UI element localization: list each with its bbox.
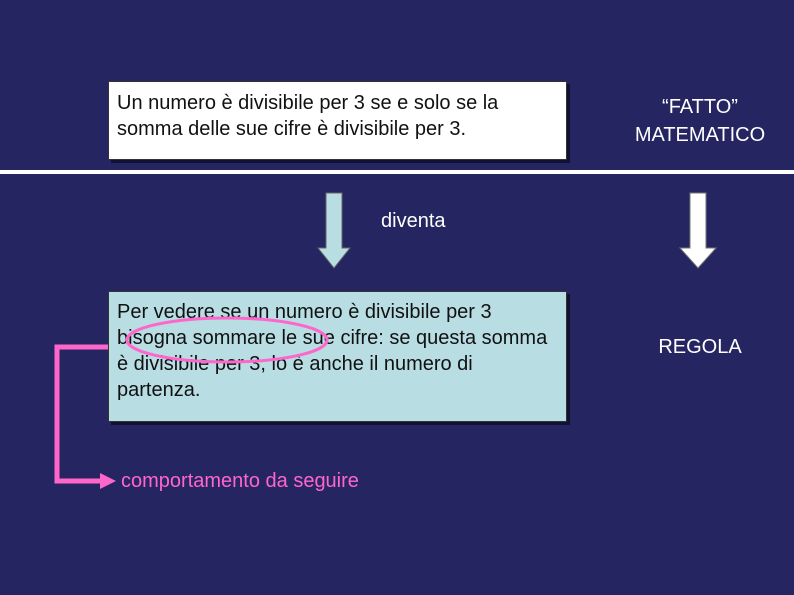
highlight-ellipse [127,318,327,362]
fact-label-line2: MATEMATICO [634,124,766,146]
elbow-arrow-icon [57,347,108,481]
fact-label-line1: “FATTO” [662,96,738,118]
rule-text: Per vedere se un numero è divisibile per 3 bisogna sommare le sue cifre: se questa somma è divisibile per 3, lo è anche il numero di partenza. [117,301,548,401]
arrow-down-icon [680,193,716,268]
fact-text: Un numero è divisibile per 3 se e solo se la somma delle sue cifre è divisibile per 3. [117,92,499,140]
becomes-label: diventa [381,210,446,232]
rule-label: REGOLA [658,336,742,358]
elbow-arrow-head [100,473,116,489]
arrow-down-icon [318,193,350,268]
behavior-label: comportamento da seguire [121,470,359,492]
